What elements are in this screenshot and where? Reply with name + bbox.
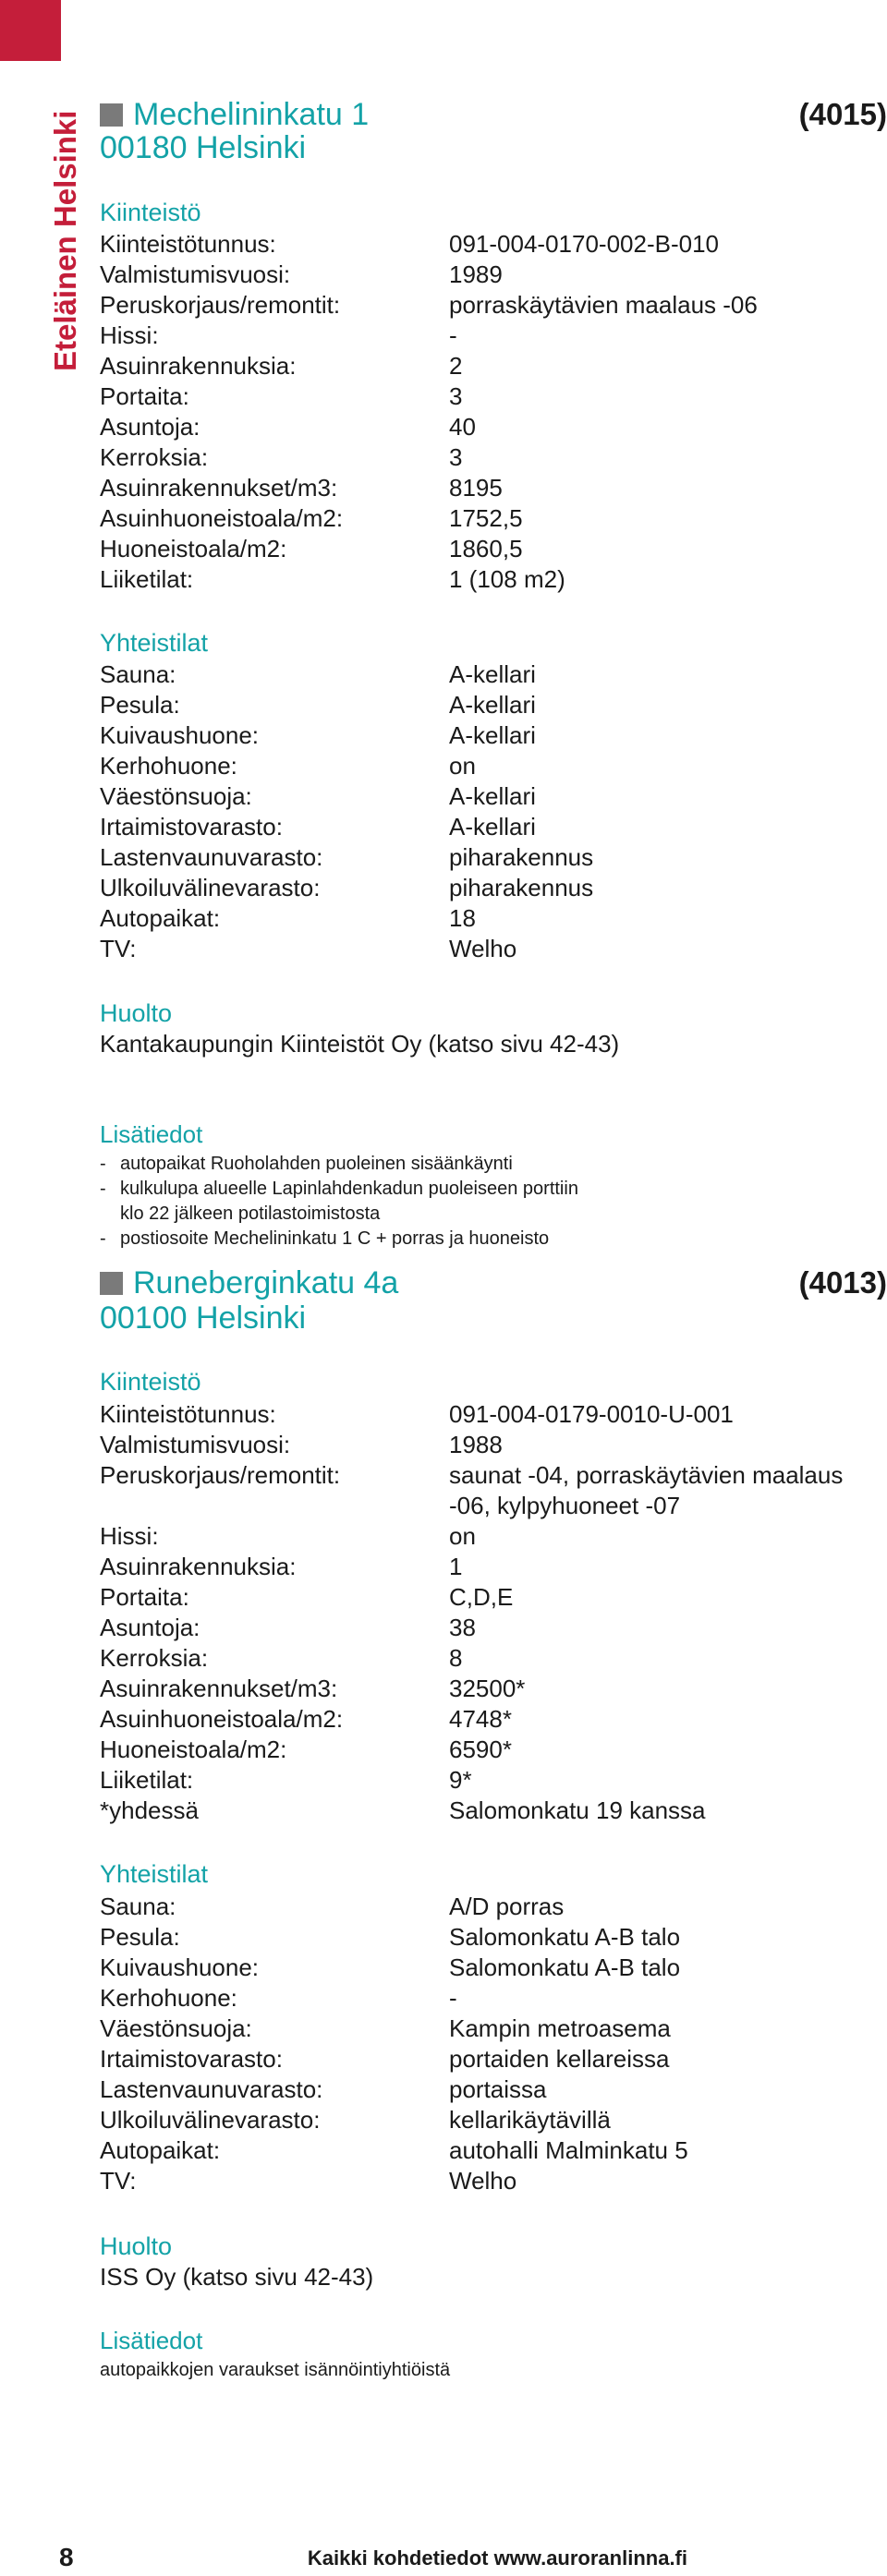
info-row	[100, 1796, 887, 1826]
info-row	[100, 473, 887, 503]
info-row	[100, 229, 887, 260]
footer-website-text: Kaikki kohdetiedot www.auroranlinna.fi	[307, 2546, 687, 2570]
info-row	[100, 1613, 887, 1643]
info-row	[100, 842, 887, 873]
info-row	[100, 934, 887, 964]
info-row	[100, 442, 887, 473]
info-row	[100, 381, 887, 412]
info-value: 3	[449, 382, 463, 410]
info-value: A-kellari	[449, 782, 536, 810]
info-label: Pesula:	[100, 1923, 180, 1951]
square-bullet-icon	[100, 103, 123, 127]
property-postal-city: 00180 Helsinki	[100, 130, 307, 165]
info-row	[100, 781, 887, 812]
info-row	[100, 2166, 887, 2196]
info-label: Liiketilat:	[100, 1766, 194, 1794]
info-value: 32500*	[449, 1675, 526, 1702]
info-label: Asuinhuoneistoala/m2:	[100, 1705, 344, 1733]
info-row	[100, 751, 887, 781]
section-title-kiinteisto: Kiinteistö	[100, 1368, 201, 1396]
info-label: Sauna:	[100, 660, 176, 688]
info-label: *yhdessä	[100, 1796, 199, 1824]
info-value: -06, kylpyhuoneet -07	[449, 1492, 681, 1519]
info-value: -	[449, 321, 457, 349]
info-row	[100, 534, 887, 564]
info-value: A-kellari	[449, 721, 536, 749]
info-value: A/D porras	[449, 1893, 565, 1920]
info-row	[100, 290, 887, 320]
info-label: Hissi:	[100, 321, 159, 349]
info-value: Welho	[449, 2167, 517, 2195]
section-title-huolto: Huolto	[100, 2232, 173, 2260]
info-row	[100, 812, 887, 842]
info-label: Autopaikat:	[100, 2136, 221, 2164]
info-value: Salomonkatu 19 kanssa	[449, 1796, 706, 1824]
info-value: Salomonkatu A-B talo	[449, 1923, 681, 1951]
info-value: 1989	[449, 260, 503, 288]
list-item-text: autopaikat Ruoholahden puoleinen sisäänkäynti	[120, 1154, 513, 1174]
info-value: Welho	[449, 935, 517, 962]
info-value: 9*	[449, 1766, 472, 1794]
info-label: Sauna:	[100, 1893, 176, 1920]
section-title-yhteistilat: Yhteistilat	[100, 1860, 209, 1888]
section-title-yhteistilat: Yhteistilat	[100, 629, 209, 657]
info-label: Kuivaushuone:	[100, 721, 260, 749]
info-row	[100, 873, 887, 903]
info-label: Kerroksia:	[100, 1644, 209, 1672]
corner-color-block	[0, 0, 61, 61]
info-label: Ulkoiluvälinevarasto:	[100, 874, 321, 901]
info-row	[100, 1704, 887, 1735]
info-row	[100, 659, 887, 690]
info-label: Lastenvaunuvarasto:	[100, 843, 323, 871]
info-row	[100, 1953, 887, 1983]
info-label: Asuntoja:	[100, 413, 200, 441]
info-label: Asuinrakennukset/m3:	[100, 1675, 338, 1702]
info-label: Hissi:	[100, 1522, 159, 1550]
info-label: Kerhohuone:	[100, 752, 237, 780]
info-row	[100, 720, 887, 751]
info-label: Kiinteistötunnus:	[100, 230, 276, 258]
info-label: Lastenvaunuvarasto:	[100, 2075, 323, 2103]
info-row	[100, 1892, 887, 1922]
section-title-huolto: Huolto	[100, 999, 173, 1027]
info-row	[100, 1674, 887, 1704]
info-row	[100, 2074, 887, 2105]
property-postal-city: 00100 Helsinki	[100, 1300, 307, 1336]
property-code: (4015)	[798, 97, 887, 131]
info-label: Huoneistoala/m2:	[100, 535, 287, 562]
info-value: on	[449, 752, 476, 780]
info-value: 38	[449, 1614, 476, 1641]
info-row-continuation	[100, 1491, 887, 1521]
info-row	[100, 320, 887, 351]
info-row	[100, 2044, 887, 2074]
lisatiedot-text: autopaikkojen varaukset isännöintiyhtiöistä	[100, 2360, 451, 2380]
huolto-text: Kantakaupungin Kiinteistöt Oy (katso sivu 42-43)	[100, 1030, 620, 1058]
list-item-text: kulkulupa alueelle Lapinlahdenkadun puoleiseen porttiin	[120, 1179, 578, 1199]
info-label: Asuntoja:	[100, 1614, 200, 1641]
info-value: porraskäytävien maalaus -06	[449, 291, 758, 319]
info-row	[100, 1399, 887, 1430]
info-row	[100, 1765, 887, 1796]
info-value: Salomonkatu A-B talo	[449, 1953, 681, 1981]
info-value: 1	[449, 1553, 463, 1580]
info-value: Kampin metroasema	[449, 2014, 671, 2042]
info-row	[100, 260, 887, 290]
square-bullet-icon	[100, 1272, 123, 1295]
info-value: A-kellari	[449, 813, 536, 841]
info-value: 4748*	[449, 1705, 512, 1733]
info-value: A-kellari	[449, 691, 536, 719]
info-label: Peruskorjaus/remontit:	[100, 291, 341, 319]
info-row	[100, 564, 887, 595]
region-side-label: Eteläinen Helsinki	[48, 110, 82, 371]
info-label: Kerroksia:	[100, 443, 209, 471]
info-row	[100, 412, 887, 442]
info-row	[100, 1922, 887, 1953]
info-value: 1860,5	[449, 535, 523, 562]
info-label: Väestönsuoja:	[100, 782, 252, 810]
info-label: Kerhohuone:	[100, 1984, 237, 2012]
info-value: -	[449, 1984, 457, 2012]
info-row	[100, 2014, 887, 2044]
info-label: Asuinrakennuksia:	[100, 352, 297, 380]
info-label: Liiketilat:	[100, 565, 194, 593]
info-label: Asuinhuoneistoala/m2:	[100, 504, 344, 532]
info-label: Valmistumisvuosi:	[100, 1431, 291, 1458]
info-row	[100, 1983, 887, 2014]
info-row	[100, 351, 887, 381]
info-label: Väestönsuoja:	[100, 2014, 252, 2042]
info-label: Peruskorjaus/remontit:	[100, 1461, 341, 1489]
info-value: autohalli Malminkatu 5	[449, 2136, 688, 2164]
info-label: Irtaimistovarasto:	[100, 813, 283, 841]
info-row	[100, 1643, 887, 1674]
info-label: Portaita:	[100, 1583, 189, 1611]
property-street: Mechelininkatu 1	[133, 97, 370, 132]
list-item-text: postiosoite Mechelininkatu 1 C + porras ja huoneisto	[120, 1228, 550, 1249]
info-label: Portaita:	[100, 382, 189, 410]
info-value: 40	[449, 413, 476, 441]
info-value: piharakennus	[449, 843, 594, 871]
info-label: TV:	[100, 935, 137, 962]
info-value: 091-004-0179-0010-U-001	[449, 1400, 734, 1428]
property-street: Runeberginkatu 4a	[133, 1265, 399, 1300]
info-row	[100, 903, 887, 934]
info-value: saunat -04, porraskäytävien maalaus	[449, 1461, 844, 1489]
info-value: portaissa	[449, 2075, 547, 2103]
info-value: A-kellari	[449, 660, 536, 688]
info-row	[100, 2135, 887, 2166]
info-value: 8	[449, 1644, 463, 1672]
info-row	[100, 1735, 887, 1765]
info-label: Irtaimistovarasto:	[100, 2045, 283, 2073]
info-value: 8195	[449, 474, 503, 502]
section-title-kiinteisto: Kiinteistö	[100, 199, 201, 226]
info-row	[100, 690, 887, 720]
info-label: Kuivaushuone:	[100, 1953, 260, 1981]
list-item-text: klo 22 jälkeen potilastoimistosta	[120, 1203, 381, 1224]
info-value: C,D,E	[449, 1583, 514, 1611]
info-label: Ulkoiluvälinevarasto:	[100, 2106, 321, 2134]
info-value: piharakennus	[449, 874, 594, 901]
section-title-lisatiedot: Lisätiedot	[100, 2327, 203, 2354]
info-value: 1 (108 m2)	[449, 565, 565, 593]
info-row	[100, 1460, 887, 1491]
info-label: Pesula:	[100, 691, 180, 719]
info-label: TV:	[100, 2167, 137, 2195]
info-value: 1988	[449, 1431, 503, 1458]
info-value: 1752,5	[449, 504, 523, 532]
info-label: Autopaikat:	[100, 904, 221, 932]
info-value: 091-004-0170-002-B-010	[449, 230, 719, 258]
property-code: (4013)	[798, 1265, 887, 1300]
info-value: kellarikäytävillä	[449, 2106, 611, 2134]
info-label: Valmistumisvuosi:	[100, 260, 291, 288]
huolto-text: ISS Oy (katso sivu 42-43)	[100, 2263, 374, 2291]
info-value: 2	[449, 352, 463, 380]
info-label: Kiinteistötunnus:	[100, 1400, 276, 1428]
info-row	[100, 2105, 887, 2135]
info-label: Asuinrakennuksia:	[100, 1553, 297, 1580]
info-value: on	[449, 1522, 476, 1550]
info-value: portaiden kellareissa	[449, 2045, 670, 2073]
page-number: 8	[59, 2543, 74, 2571]
info-row	[100, 1552, 887, 1582]
section-title-lisatiedot: Lisätiedot	[100, 1120, 203, 1148]
info-row	[100, 1582, 887, 1613]
info-label: Asuinrakennukset/m3:	[100, 474, 338, 502]
info-row	[100, 1521, 887, 1552]
info-row	[100, 503, 887, 534]
info-value: 18	[449, 904, 476, 932]
info-label: Huoneistoala/m2:	[100, 1735, 287, 1763]
info-value: 3	[449, 443, 463, 471]
info-row	[100, 1430, 887, 1460]
info-value: 6590*	[449, 1735, 512, 1763]
